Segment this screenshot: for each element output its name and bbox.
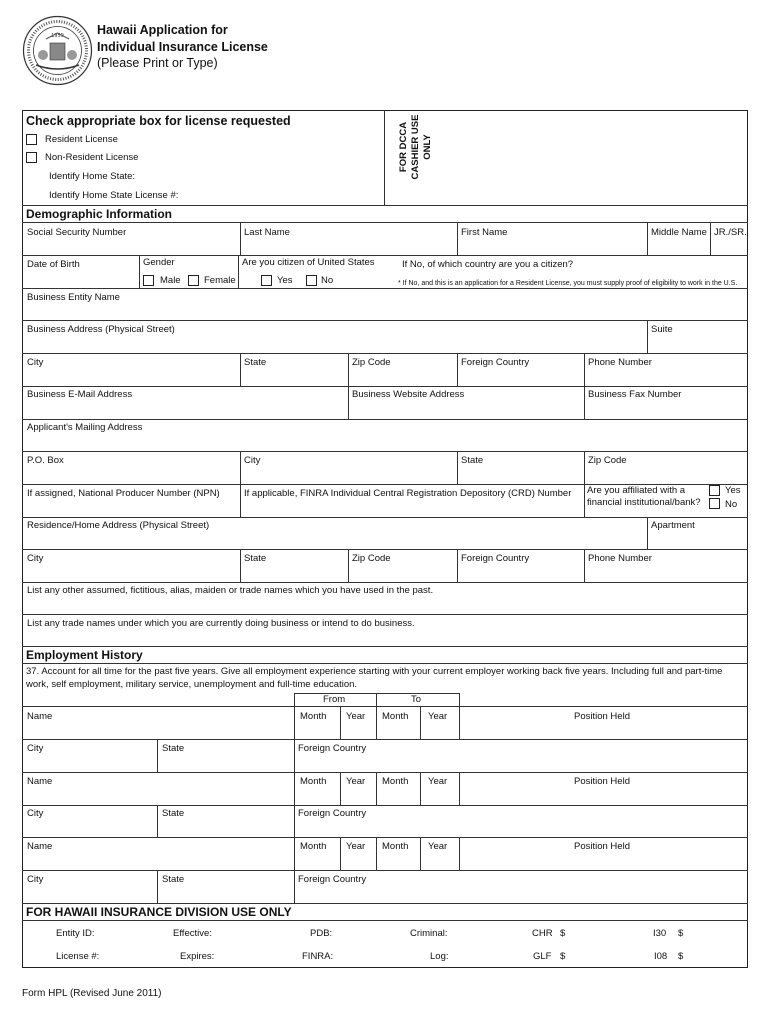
residence-zip-field[interactable]: Zip Code — [352, 553, 391, 564]
mailing-address-field[interactable]: Applicant's Mailing Address — [27, 422, 143, 433]
po-box-field[interactable]: P.O. Box — [27, 455, 64, 466]
chr-dollar: $ — [560, 928, 566, 939]
employer-2-city-field[interactable]: City — [27, 808, 44, 819]
employer-1-name-field[interactable]: Name — [27, 711, 53, 722]
affiliated-no-checkbox[interactable] — [709, 498, 720, 509]
employer-3-state-field[interactable]: State — [162, 874, 185, 885]
business-state-field[interactable]: State — [244, 357, 267, 368]
pdb-label: PDB: — [310, 928, 333, 939]
employer-1-to-month[interactable]: Month — [382, 711, 409, 722]
residence-address-field[interactable]: Residence/Home Address (Physical Street) — [27, 520, 210, 531]
business-address-field[interactable]: Business Address (Physical Street) — [27, 324, 175, 335]
employer-2-position-field[interactable]: Position Held — [574, 776, 630, 787]
office-use-heading: FOR HAWAII INSURANCE DIVISION USE ONLY — [26, 905, 292, 919]
apartment-field[interactable]: Apartment — [651, 520, 695, 531]
crd-field[interactable]: If applicable, FINRA Individual Central Registration Depository (CRD) Number — [244, 488, 572, 499]
employment-heading: Employment History — [26, 648, 143, 662]
employer-2-to-month[interactable]: Month — [382, 776, 409, 787]
citizen-question: Are you citizen of United States — [242, 257, 375, 268]
citizen-yes-label: Yes — [277, 275, 293, 286]
mailing-city-field[interactable]: City — [244, 455, 261, 466]
affiliated-yes-label: Yes — [725, 485, 741, 496]
demographic-heading: Demographic Information — [26, 207, 173, 221]
business-country-field[interactable]: Foreign Country — [461, 357, 530, 368]
employer-1-state-field[interactable]: State — [162, 743, 185, 754]
dob-field[interactable]: Date of Birth — [27, 259, 80, 270]
employer-3-from-year[interactable]: Year — [346, 841, 366, 852]
citizen-country-field[interactable]: If No, of which country are you a citizen? — [402, 259, 574, 270]
resident-label: Resident License — [45, 134, 118, 145]
employer-2-from-year[interactable]: Year — [346, 776, 366, 787]
employer-3-from-month[interactable]: Month — [300, 841, 327, 852]
finra-label: FINRA: — [302, 951, 334, 962]
mailing-state-field[interactable]: State — [461, 455, 484, 466]
business-phone-field[interactable]: Phone Number — [588, 357, 652, 368]
employer-1-position-field[interactable]: Position Held — [574, 711, 630, 722]
residence-state-field[interactable]: State — [244, 553, 267, 564]
i08-dollar: $ — [678, 951, 684, 962]
affiliated-question-2: financial institutional/bank? — [587, 497, 701, 508]
trade-names-field[interactable]: List any trade names under which you are currently doing business or intend to do business. — [27, 618, 415, 629]
last-name-field[interactable]: Last Name — [244, 227, 290, 238]
dcca-cashier-note: FOR DCCA CASHIER USE ONLY — [398, 114, 433, 180]
employer-3-name-field[interactable]: Name — [27, 841, 53, 852]
suite-field[interactable]: Suite — [651, 324, 673, 335]
gender-label: Gender — [143, 257, 175, 268]
affiliated-no-label: No — [725, 499, 738, 510]
business-website-field[interactable]: Business Website Address — [352, 389, 465, 400]
employer-3-to-month[interactable]: Month — [382, 841, 409, 852]
i30-label: I30 — [653, 928, 667, 939]
to-label: To — [411, 694, 422, 705]
nonresident-label: Non-Resident License — [45, 152, 139, 163]
employer-3-to-year[interactable]: Year — [428, 841, 448, 852]
expires-label: Expires: — [180, 951, 215, 962]
employer-1-to-year[interactable]: Year — [428, 711, 448, 722]
from-label: From — [323, 694, 346, 705]
ssn-field[interactable]: Social Security Number — [27, 227, 127, 238]
home-state-label: Identify Home State: — [49, 171, 136, 182]
residence-country-field[interactable]: Foreign Country — [461, 553, 530, 564]
resident-checkbox[interactable] — [26, 134, 37, 145]
citizen-yes-checkbox[interactable] — [261, 275, 272, 286]
form-frame — [22, 110, 748, 968]
first-name-field[interactable]: First Name — [461, 227, 508, 238]
effective-label: Effective: — [173, 928, 212, 939]
form-id-footer: Form HPL (Revised June 2011) — [22, 988, 162, 999]
state-seal-image — [22, 15, 93, 86]
residence-city-field[interactable]: City — [27, 553, 44, 564]
other-names-field[interactable]: List any other assumed, fictitious, alias, maiden or trade names which you have used in the past. — [27, 585, 434, 596]
employer-3-city-field[interactable]: City — [27, 874, 44, 885]
citizen-note: * If No, and this is an application for a Resident License, you must supply proof of eligibility to work in the U.S. — [398, 280, 738, 287]
employer-2-state-field[interactable]: State — [162, 808, 185, 819]
middle-name-field[interactable]: Middle Name — [651, 227, 707, 238]
business-city-field[interactable]: City — [27, 357, 44, 368]
npn-field[interactable]: If assigned, National Producer Number (NPN) — [27, 488, 220, 499]
form-title: Hawaii Application for Individual Insurance License (Please Print or Type) — [97, 23, 268, 70]
male-label: Male — [160, 275, 181, 286]
employer-2-to-year[interactable]: Year — [428, 776, 448, 787]
employer-2-from-month[interactable]: Month — [300, 776, 327, 787]
nonresident-checkbox[interactable] — [26, 152, 37, 163]
criminal-label: Criminal: — [410, 928, 448, 939]
citizen-no-checkbox[interactable] — [306, 275, 317, 286]
license-number-label: License #: — [56, 951, 100, 962]
svg-text:1959: 1959 — [51, 33, 64, 39]
employment-instructions-1: 37. Account for all time for the past five years. Give all employment experience starting with your current employer working back five years. Including full and part-time — [26, 666, 723, 677]
female-label: Female — [204, 275, 236, 286]
entity-id-label: Entity ID: — [56, 928, 95, 939]
female-checkbox[interactable] — [188, 275, 199, 286]
employer-1-country-field[interactable]: Foreign Country — [298, 743, 367, 754]
male-checkbox[interactable] — [143, 275, 154, 286]
i08-label: I08 — [654, 951, 668, 962]
i30-dollar: $ — [678, 928, 684, 939]
suffix-field[interactable]: JR./SR. — [714, 227, 747, 238]
employer-1-from-year[interactable]: Year — [346, 711, 366, 722]
employer-2-name-field[interactable]: Name — [27, 776, 53, 787]
business-email-field[interactable]: Business E-Mail Address — [27, 389, 133, 400]
employer-2-country-field[interactable]: Foreign Country — [298, 808, 367, 819]
home-state-license-label: Identify Home State License #: — [49, 190, 179, 201]
employer-1-city-field[interactable]: City — [27, 743, 44, 754]
affiliated-question-1: Are you affiliated with a — [587, 485, 686, 496]
citizen-no-label: No — [321, 275, 334, 286]
residence-phone-field[interactable]: Phone Number — [588, 553, 652, 564]
glf-dollar: $ — [560, 951, 566, 962]
license-heading: Check appropriate box for license requested — [26, 114, 291, 128]
employer-3-position-field[interactable]: Position Held — [574, 841, 630, 852]
mailing-zip-field[interactable]: Zip Code — [588, 455, 627, 466]
employer-1-from-month[interactable]: Month — [300, 711, 327, 722]
log-label: Log: — [430, 951, 449, 962]
business-zip-field[interactable]: Zip Code — [352, 357, 391, 368]
business-entity-name-field[interactable]: Business Entity Name — [27, 292, 120, 303]
employment-instructions-2: work, self employment, military service, unemployment and full-time education. — [26, 679, 358, 690]
employer-3-country-field[interactable]: Foreign Country — [298, 874, 367, 885]
glf-label: GLF — [533, 951, 552, 962]
chr-label: CHR — [532, 928, 553, 939]
business-fax-field[interactable]: Business Fax Number — [588, 389, 682, 400]
affiliated-yes-checkbox[interactable] — [709, 485, 720, 496]
